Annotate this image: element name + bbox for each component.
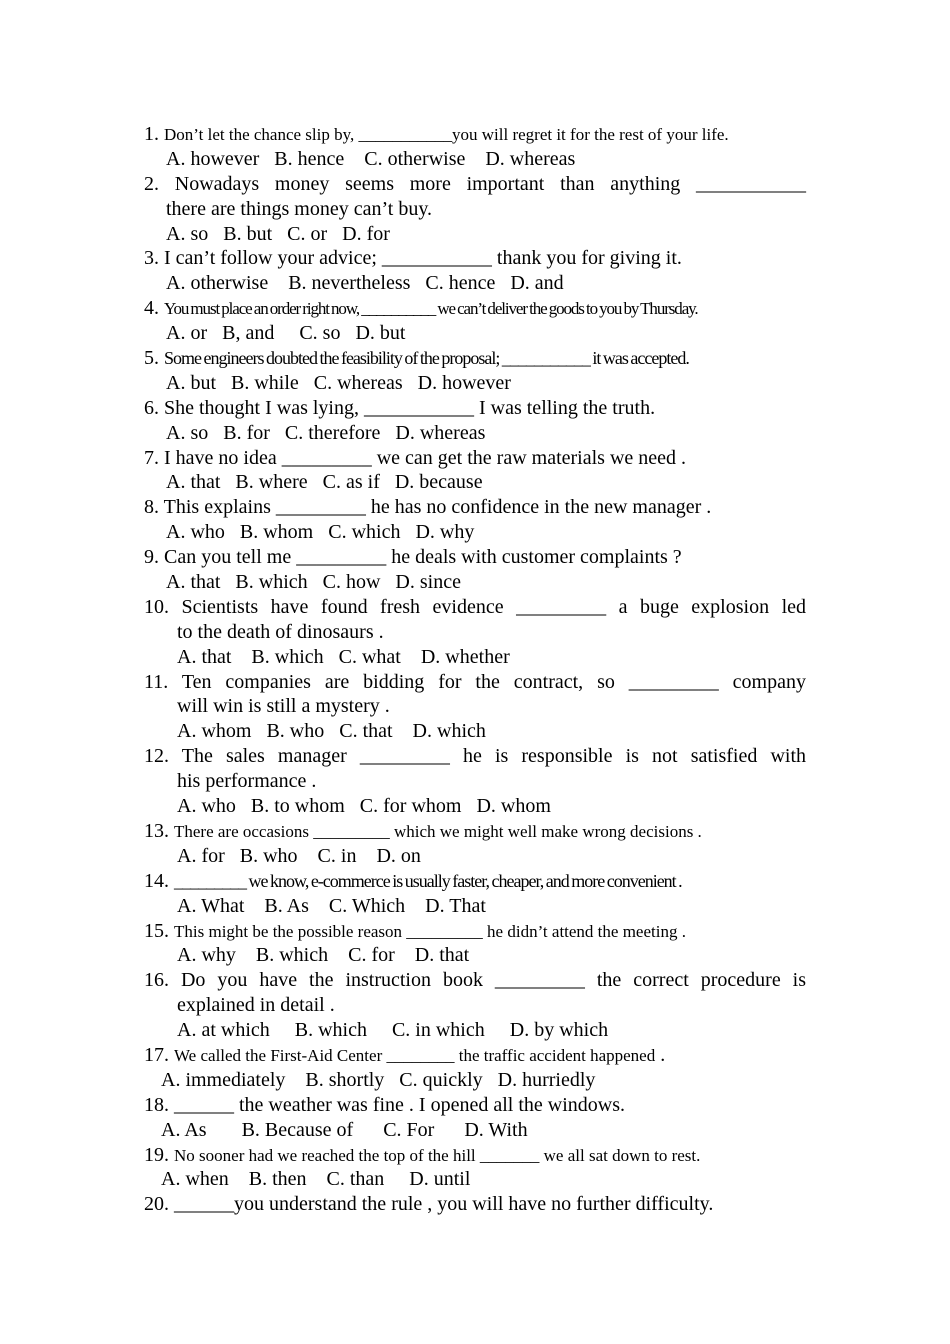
question-15 <box>144 919 806 944</box>
question-2 <box>144 172 806 197</box>
question-text: This explains _________ he has no confidence in the new manager . <box>163 496 712 519</box>
options-7: A. that B. where C. as if D. because <box>166 471 483 494</box>
question-text: Nowadays money seems more important than anything ___________ <box>174 172 807 195</box>
question-number: 12. <box>144 745 169 768</box>
question-number: 18. <box>144 1093 169 1116</box>
options-15: A. why B. which C. for D. that <box>177 944 470 967</box>
options-14: A. What B. As C. Which D. That <box>177 894 486 917</box>
question-text: Don’t let the chance slip by, ___________you will regret it for the rest of your life. <box>164 125 729 144</box>
options-12: A. who B. to whom C. for whom D. whom <box>177 795 551 818</box>
question-text: I have no idea _________ we can get the raw materials we need . <box>164 446 687 469</box>
question-13 <box>144 819 806 844</box>
question-number: 9. <box>144 546 159 569</box>
question-16 <box>144 968 806 993</box>
question-text: ______you understand the rule , you will have no further difficulty. <box>174 1193 714 1216</box>
question-text: You must place an order right now, __________ we can’t deliver the goods to you by Thursday. <box>164 299 698 319</box>
question-text: There are occasions _________ which we might well make wrong decisions . <box>174 821 702 841</box>
question-number: 13. <box>144 819 169 842</box>
question-20 <box>144 1192 806 1217</box>
question-18 <box>144 1093 806 1118</box>
question-number: 14. <box>144 869 169 892</box>
question-8 <box>144 495 806 520</box>
options-10: A. that B. which C. what D. whether <box>177 645 510 668</box>
question-number: 20. <box>144 1193 169 1216</box>
options-4: A. or B, and C. so D. but <box>166 322 406 345</box>
question-12-cont: his performance . <box>177 770 317 793</box>
exercise-page <box>144 122 806 1217</box>
options-18: A. As B. Because of C. For D. With <box>161 1118 528 1141</box>
question-number: 1. <box>144 123 159 145</box>
question-11-cont: will win is still a mystery . <box>177 695 390 718</box>
question-17: 17. We called the First-Aid Center ________ the traffic accident happened . <box>144 1043 666 1066</box>
question-number: 5. <box>144 347 159 370</box>
question-10-cont: to the death of dinosaurs . <box>177 620 384 643</box>
question-number: 3. <box>144 247 159 270</box>
question-2-cont: there are things money can’t buy. <box>166 197 433 220</box>
options-5: A. but B. while C. whereas D. however <box>166 371 511 394</box>
question-text: No sooner had we reached the top of the hill _______ we all sat down to rest. <box>174 1145 701 1165</box>
question-4 <box>144 296 806 321</box>
question-19 <box>144 1143 806 1168</box>
question-text: We called the First-Aid Center ________ the traffic accident happened <box>174 1045 656 1065</box>
question-number: 10. <box>144 595 169 618</box>
question-text: Can you tell me _________ he deals with customer complaints ? <box>164 546 682 569</box>
question-number: 11. <box>144 670 169 693</box>
question-number: 15. <box>144 919 169 942</box>
options-9: A. that B. which C. how D. since <box>166 571 461 594</box>
question-5 <box>144 346 806 371</box>
question-9 <box>144 545 806 570</box>
question-text: ______ the weather was fine . I opened all the windows. <box>174 1093 625 1116</box>
options-6: A. so B. for C. therefore D. whereas <box>166 421 486 444</box>
question-text: This might be the possible reason _________ he didn’t attend the meeting . <box>174 921 686 941</box>
question-text: Ten companies are bidding for the contract, so _________ company <box>181 670 806 693</box>
question-text: The sales manager _________ he is responsible is not satisfied with <box>181 745 807 768</box>
question-number: 4. <box>144 297 159 320</box>
question-1 <box>144 122 806 147</box>
question-10 <box>144 595 806 620</box>
question-number: 8. <box>144 496 159 519</box>
question-11 <box>144 670 806 695</box>
options-3: A. otherwise B. nevertheless C. hence D. and <box>166 272 564 295</box>
question-number: 16. <box>144 969 169 992</box>
question-text: I can’t follow your advice; ___________ thank you for giving it. <box>164 247 682 270</box>
options-13: A. for B. who C. in D. on <box>177 844 421 867</box>
question-number: 6. <box>144 396 159 419</box>
question-3 <box>144 246 806 271</box>
options-8: A. who B. whom C. which D. why <box>166 521 475 544</box>
question-7 <box>144 446 806 471</box>
question-text: She thought I was lying, ___________ I was telling the truth. <box>164 396 656 419</box>
question-text: Do you have the instruction book _________ the correct procedure is <box>180 969 806 992</box>
question-number: 19. <box>144 1143 169 1166</box>
options-19: A. when B. then C. than D. until <box>161 1168 471 1191</box>
question-number: 17. <box>144 1043 169 1066</box>
options-11: A. whom B. who C. that D. which <box>177 720 486 743</box>
question-6 <box>144 396 806 421</box>
options-16: A. at which B. which C. in which D. by which <box>177 1019 609 1042</box>
options-2: A. so B. but C. or D. for <box>166 222 390 245</box>
question-16-cont: explained in detail . <box>177 994 335 1017</box>
question-text: Scientists have found fresh evidence _________ a buge explosion led <box>181 595 807 618</box>
question-number: 2. <box>144 172 159 195</box>
question-text: _________ we know, e-commerce is usually faster, cheaper, and more convenient . <box>174 870 682 891</box>
question-number: 7. <box>144 446 159 469</box>
question-12 <box>144 744 806 769</box>
question-14 <box>144 869 806 894</box>
options-1: A. however B. hence C. otherwise D. whereas <box>166 147 576 170</box>
question-text: Some engineers doubted the feasibility of the proposal; ___________ it was accepted. <box>164 348 689 369</box>
options-17: A. immediately B. shortly C. quickly D. hurriedly <box>161 1068 596 1091</box>
